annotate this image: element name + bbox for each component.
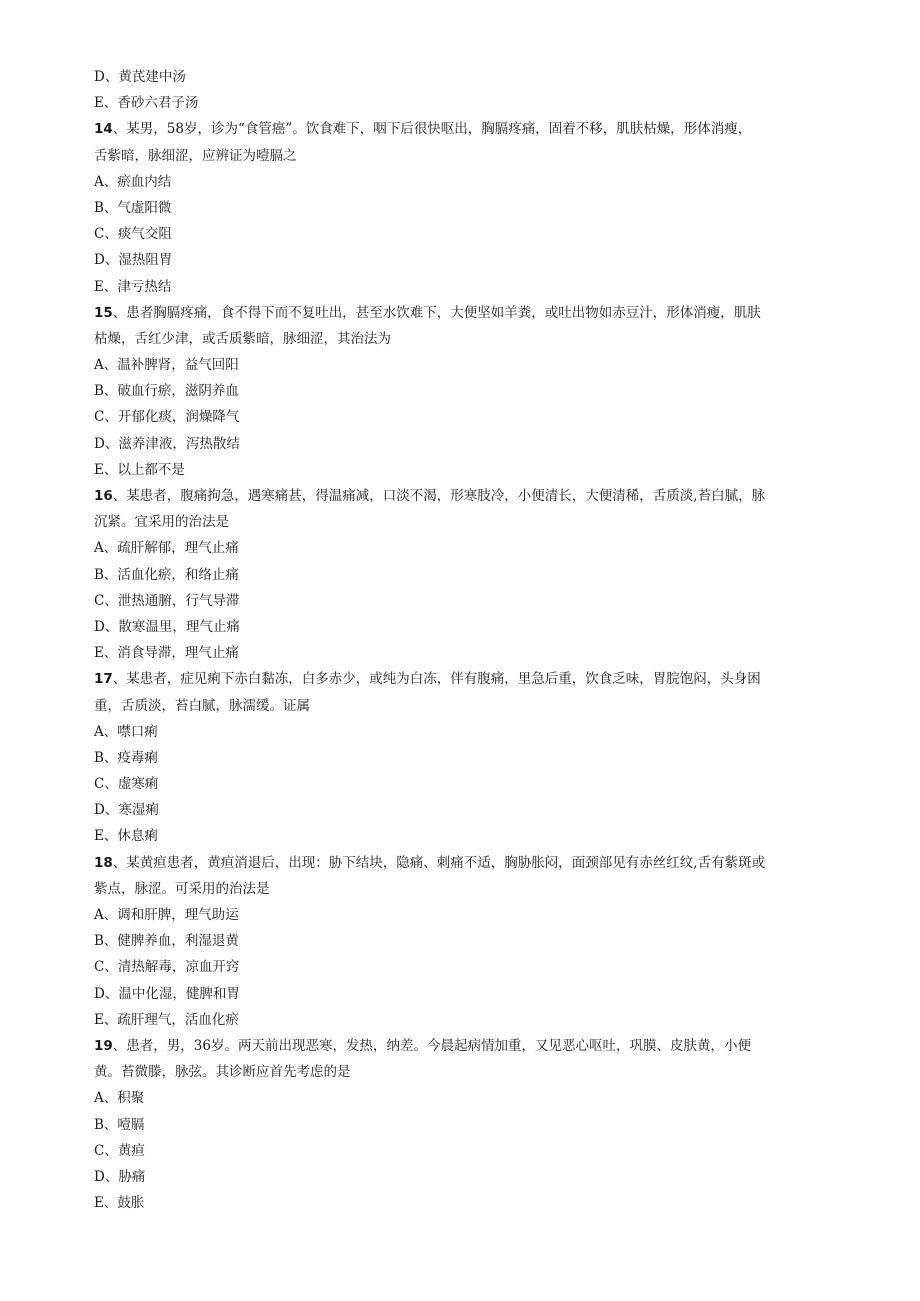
question-16: [94, 483, 834, 666]
option-c: C、开郁化痰，润燥降气: [94, 409, 240, 426]
option-c: C、泄热通腑，行气导滞: [94, 592, 240, 609]
question-stem-cont: 黄。苔微滕，脉弦。其诊断应首先考虑的是: [94, 1064, 351, 1081]
question-17: [94, 666, 834, 849]
option-d: D、湿热阻胃: [94, 252, 173, 269]
option-e: E、疏肝理气，活血化瘀: [94, 1011, 239, 1028]
question-stem-cont: 舌紫暗，脉细涩，应辨证为噎膈之: [94, 147, 297, 164]
question-15: [94, 300, 834, 483]
question-stem: [94, 666, 834, 692]
option-e: E、休息痢: [94, 828, 158, 845]
question-number: 15: [94, 304, 113, 321]
option-c: C、清热解毒，凉血开窍: [94, 959, 240, 976]
option-b: B、健脾养血，利湿退黄: [94, 933, 239, 950]
question-stem-cont: 重，舌质淡，苔白腻，脉濡缓。证属: [94, 697, 310, 714]
option-b: B、噎膈: [94, 1116, 145, 1133]
question-stem: [94, 116, 834, 142]
option-b: B、气虚阳微: [94, 199, 172, 216]
question-stem: [94, 483, 834, 509]
option-line: D、黄芪建中汤: [94, 69, 186, 85]
stem-text: 、患者胸膈疼痛，食不得下而不复吐出，甚至水饮难下，大便坚如羊粪，或吐出物如赤豆汁，形体消瘦，肌肤: [112, 304, 761, 321]
stem-text: 、患者，男，36岁。两天前出现恶寒，发热，纳差。今晨起病情加重，又见恶心呕吐，巩膜、皮肤黄，小便: [112, 1037, 751, 1054]
option-d: D、寒湿痢: [94, 802, 159, 819]
question-number: 14: [94, 121, 113, 138]
option-e: E、消食导滞，理气止痛: [94, 645, 239, 662]
question-number: 17: [94, 671, 113, 688]
stem-text: 、某患者，症见痢下赤白黏冻，白多赤少，或纯为白冻，伴有腹痛，里急后重，饮食乏味，胃脘饱闷，头身困: [112, 671, 761, 688]
question-stem: [94, 850, 834, 876]
question-14: [94, 116, 834, 299]
option-a: A、积聚: [94, 1090, 145, 1107]
option-a: A、噤口痢: [94, 723, 158, 740]
option-b: B、破血行瘀，滋阴养血: [94, 383, 239, 400]
option-c: C、黄疸: [94, 1142, 145, 1159]
option-e: E、鼓胀: [94, 1195, 145, 1212]
option-b: B、活血化瘀，和络止痛: [94, 566, 239, 583]
option-e: E、以上都不是: [94, 461, 185, 478]
option-a: A、疏肝解郁，理气止痛: [94, 540, 239, 557]
option-line: E、香砂六君子汤: [94, 95, 199, 112]
option-b: B、疫毒痢: [94, 749, 158, 766]
stem-text: 、某黄疸患者，黄疸消退后，出现：胁下结块，隐痛、刺痛不适，胸胁胀闷，面颈部见有赤丝红纹,舌有紫斑或: [112, 854, 766, 871]
question-stem-cont: 枯燥，舌红少津，或舌质紫暗，脉细涩，其治法为: [94, 330, 391, 347]
option-d: D、温中化湿，健脾和胃: [94, 985, 240, 1002]
question-stem-cont: 紫点，脉涩。可采用的治法是: [94, 880, 270, 897]
option-a: A、瘀血内结: [94, 173, 172, 190]
stem-text: 、某男，58岁，诊为“食管癌”。饮食难下，咽下后很快呕出，胸膈疼痛，固着不移，肌肤枯燥，形体消瘦，: [112, 121, 752, 138]
option-d: D、胁痛: [94, 1168, 146, 1185]
question-number: 16: [94, 488, 113, 504]
exam-page: [94, 64, 834, 1216]
option-d: D、散寒温里，理气止痛: [94, 618, 240, 635]
question-number: 19: [94, 1037, 113, 1054]
option-a: A、调和肝脾，理气助运: [94, 907, 239, 923]
option-a: A、温补脾肾，益气回阳: [94, 357, 239, 374]
question-stem: [94, 300, 834, 326]
question-19: [94, 1033, 834, 1216]
option-c: C、痰气交阻: [94, 226, 172, 243]
question-number: 18: [94, 854, 113, 871]
option-d: D、滋养津液，泻热散结: [94, 435, 240, 452]
option-c: C、虚寒痢: [94, 776, 159, 793]
option-e: E、津亏热结: [94, 278, 172, 295]
question-stem-cont: 沉紧。宜采用的治法是: [94, 514, 229, 531]
question-18: [94, 850, 834, 1033]
stem-text: 、某患者，腹痛拘急，遇寒痛甚，得温痛减，口淡不渴，形寒肢冷，小便清长，大便清稀，舌质淡,苔白腻，脉: [112, 488, 766, 504]
question-stem: [94, 1033, 834, 1059]
